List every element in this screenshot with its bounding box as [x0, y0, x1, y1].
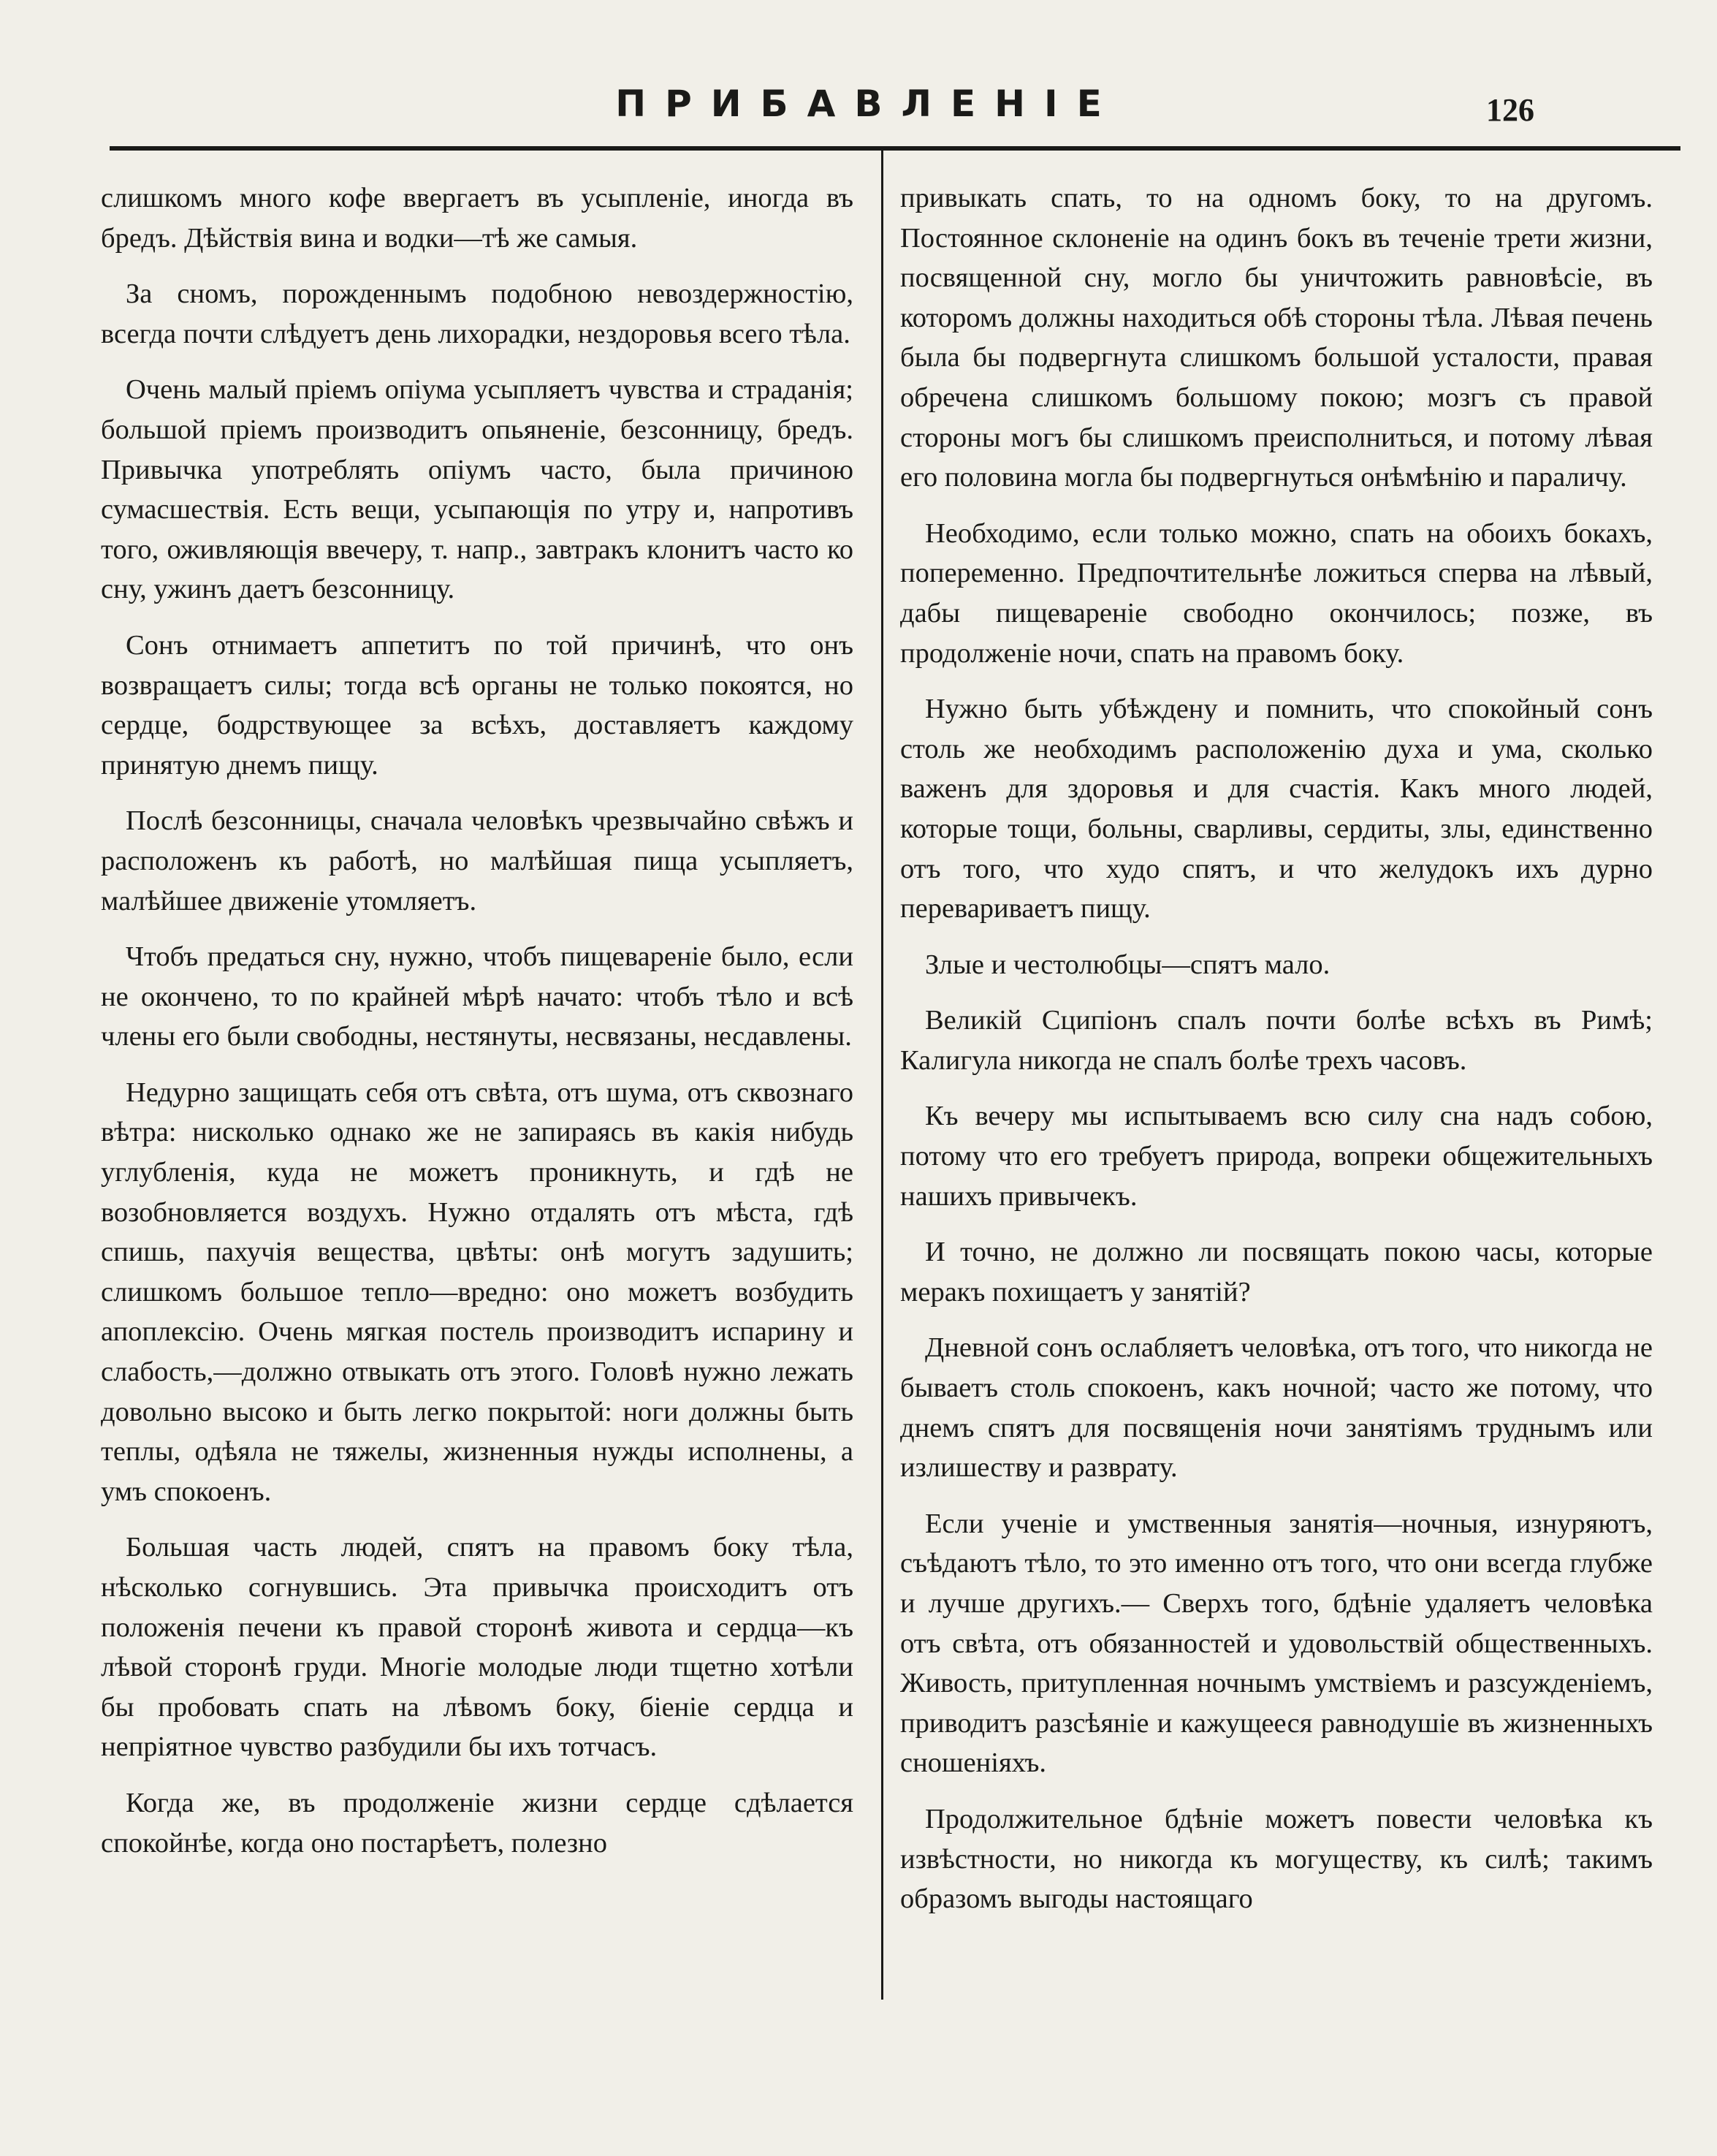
left-column [101, 178, 853, 1879]
paragraph: Чтобъ предаться сну, нужно, чтобъ пищевареніе было, если не окончено, то по крайней мѣрѣ начато: чтобъ тѣло и всѣ члены его были свободны, нестянуты, несвязаны, несдавлены. [101, 941, 853, 1052]
column-divider [881, 151, 883, 2000]
paragraph: Послѣ безсонницы, сначала человѣкъ чрезвычайно свѣжъ и расположенъ къ работѣ, но малѣйшая пища усыпляетъ, малѣйшее движеніе утомляетъ. [101, 805, 853, 916]
running-title: ПРИБАВЛЕНІЕ [615, 83, 1121, 125]
paragraph: Злые и честолюбцы—спятъ мало. [925, 949, 1330, 980]
paragraph: Продолжительное бдѣніе можетъ повести человѣка къ извѣстности, но никогда къ могуществу, къ силѣ; такимъ образомъ выгоды настоящаго [900, 1803, 1653, 1915]
paragraph: Великій Сципіонъ спалъ почти болѣе всѣхъ въ Римѣ; Калигула никогда не спалъ болѣе трехъ часовъ. [900, 1005, 1653, 1076]
paragraph: За сномъ, порожденнымъ подобною невоздержностію, всегда почти слѣдуетъ день лихорадки, нездоровья всего тѣла. [101, 278, 853, 349]
paragraph: Къ вечеру мы испытываемъ всю силу сна надъ собою, потому что его требуетъ природа, вопреки общежительныхъ нашихъ привычекъ. [900, 1101, 1653, 1212]
paragraph: Нужно быть убѣждену и помнить, что спокойный сонъ столь же необходимъ расположенію духа и ума, сколько важенъ для здоровья и для счастія. Какъ много людей, которые тощи, больны, сварливы, сердиты, злы, единственно отъ того, что худо спятъ, и что желудокъ ихъ дурно перевариваетъ пищу. [900, 694, 1653, 925]
page-number: 126 [1486, 92, 1534, 128]
paragraph: Сонъ отнимаетъ аппетитъ по той причинѣ, что онъ возвращаетъ силы; тогда всѣ органы не только покоятся, но сердце, бодрствующее за всѣхъ, доставляетъ каждому принятую днемъ пищу. [101, 629, 853, 781]
paragraph: Когда же, въ продолженіе жизни сердце сдѣлается спокойнѣе, когда оно постарѣетъ, полезно [101, 1787, 853, 1859]
paragraph: Дневной сонъ ослабляетъ человѣка, отъ того, что никогда не бываетъ столь спокоенъ, какъ ночной; часто же потому, что днемъ спятъ для посвященія ночи занятіямъ труднымъ или излишеству и разврату. [900, 1332, 1653, 1484]
page-header [110, 69, 1607, 143]
paragraph: Если ученіе и умственныя занятія—ночныя, изнуряютъ, съѣдаютъ тѣло, то это именно отъ того, что они всегда глубже и лучше другихъ.— Сверхъ того, бдѣніе удаляетъ человѣка отъ свѣта, отъ обязанностей и удовольствій общественныхъ. Живость, притупленная ночнымъ умствіемъ и разсужденіемъ, приводитъ разсѣяніе и кажущееся равнодушіе въ жизненныхъ сношеніяхъ. [900, 1508, 1653, 1779]
paragraph: Недурно защищать себя отъ свѣта, отъ шума, отъ сквознаго вѣтра: нисколько однако же не запираясь въ какія нибудь углубленія, куда не можетъ проникнуть, и гдѣ не возобновляется воздухъ. Нужно отдалять отъ мѣста, гдѣ спишь, пахучія вещества, цвѣты: онѣ могутъ задушить; слишкомъ большое тепло—вредно: оно можетъ возбудить апоплексію. Очень мягкая постель производитъ испарину и слабость,—должно отвыкать отъ этого. Головѣ нужно лежать довольно высоко и быть легко покрытой: ноги должны быть теплы, одѣяла не тяжелы, жизненныя нужды исполнены, а умъ спокоенъ. [101, 1077, 853, 1507]
paragraph: слишкомъ много кофе ввергаетъ въ усыпленіе, иногда въ бредъ. Дѣйствія вина и водки—тѣ же самыя. [101, 183, 853, 254]
paragraph: Большая часть людей, спятъ на правомъ боку тѣла, нѣсколько согнувшись. Эта привычка происходитъ отъ положенія печени къ правой сторонѣ живота и сердца—къ лѣвой сторонѣ груди. Многіе молодые люди тщетно хотѣли бы пробовать спать на лѣвомъ боку, біеніе сердца и непріятное чувство разбудили бы ихъ тотчасъ. [101, 1532, 853, 1763]
paragraph: привыкать спать, то на одномъ боку, то на другомъ. Постоянное склоненіе на одинъ бокъ въ теченіе трети жизни, посвященной сну, могло бы уничтожить равновѣсіе, въ которомъ должны находиться обѣ стороны тѣла. Лѣвая печень была бы подвергнута слишкомъ большой усталости, правая обречена слишкомъ большому покою; мозгъ съ правой стороны могъ бы слишкомъ преисполниться, и потому лѣвая его половина могла бы подвергнуться онѣмѣнію и параличу. [900, 183, 1653, 493]
paragraph: Необходимо, если только можно, спать на обоихъ бокахъ, попеременно. Предпочтительнѣе ложиться сперва на лѣвый, дабы пищевареніе свободно окончилось; позже, въ продолженіе ночи, спать на правомъ боку. [900, 517, 1653, 669]
paragraph: И точно, не должно ли посвящать покою часы, которые меракъ похищаетъ у занятій? [900, 1237, 1653, 1307]
paragraph: Очень малый пріемъ опіума усыпляетъ чувства и страданія; большой пріемъ производитъ опьяненіе, безсонницу, бредъ. Привычка употреблять опіумъ часто, была причиною сумасшествія. Есть вещи, усыпающія по утру и, напротивъ того, оживляющія ввечеру, т. напр., завтракъ клонитъ часто ко сну, ужинъ даетъ безсонницу. [101, 374, 853, 605]
header-rule [110, 146, 1680, 151]
right-column [900, 178, 1653, 1935]
